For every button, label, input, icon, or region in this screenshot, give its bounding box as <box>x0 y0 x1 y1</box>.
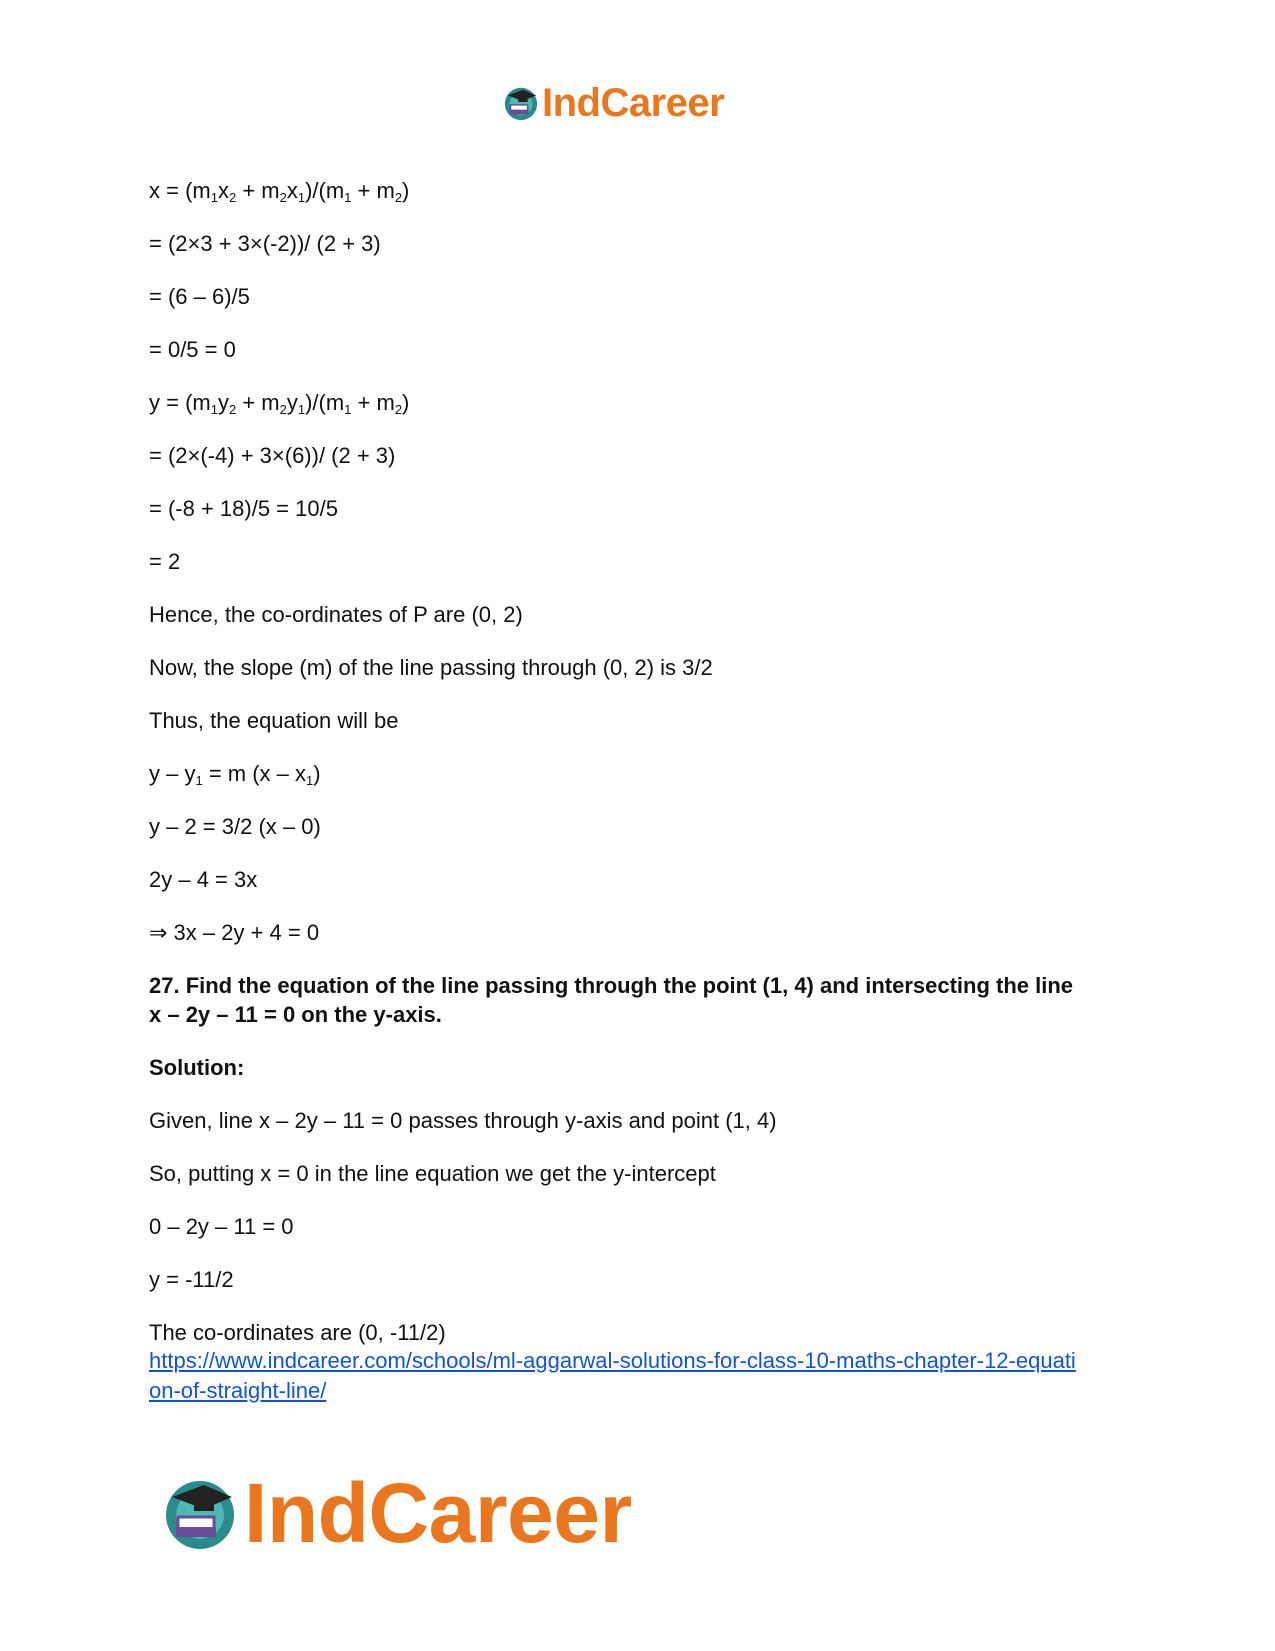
x-formula-text: x = (m <box>149 178 211 203</box>
graduation-globe-icon <box>160 1473 240 1553</box>
x-formula-line: $x = (m_1x_2 + m_2x_1)/(m_1 + m_2)$ <box>149 178 410 205</box>
footer-logo <box>160 1468 632 1558</box>
step-line: Now, the slope (m) of the line passing through (0, 2) is 3/2 <box>149 655 713 680</box>
header-logo-text: IndCareer <box>542 81 725 125</box>
conclusion-line: Hence, the co-ordinates of P are (0, 2) <box>149 602 523 627</box>
final-equation-line: ⇒ 3x – 2y + 4 = 0 <box>149 920 320 945</box>
question-heading: x – 2y – 11 = 0 on the y-axis. <box>149 1002 442 1027</box>
point-slope-part: y – y <box>149 761 196 786</box>
step-line: 0 – 2y – 11 = 0 <box>149 1214 294 1239</box>
source-link-continued[interactable]: on-of-straight-line/ <box>149 1378 327 1403</box>
point-slope-line: $y - y_1 = m$ $(x - x_1)$ <box>149 761 321 788</box>
graduation-globe-icon <box>502 84 540 122</box>
y-formula-rest: /(m <box>312 390 345 415</box>
question-heading: 27. Find the equation of the line passing through the point (1, 4) and intersecting the line <box>149 973 1074 998</box>
point-slope-part: ) <box>313 761 321 786</box>
source-link[interactable]: https://www.indcareer.com/schools/ml-aggarwal-solutions-for-class-10-maths-chapter-12-equati <box>149 1348 1076 1373</box>
step-line: So, putting x = 0 in the line equation we get the y-intercept <box>149 1161 716 1186</box>
conclusion-line: The co-ordinates are (0, -11/2) <box>149 1320 446 1345</box>
step-line: Thus, the equation will be <box>149 708 399 733</box>
step-line: y = -11/2 <box>149 1267 234 1292</box>
step-line: = (-8 + 18)/5 = 10/5 <box>149 496 338 521</box>
step-line: = (6 – 6)/5 <box>149 284 250 309</box>
step-line: = (2×3 + 3×(-2))/ (2 + 3) <box>149 231 381 256</box>
footer-logo-text: IndCareer <box>244 1466 632 1560</box>
step-line: Given, line x – 2y – 11 = 0 passes through y-axis and point (1, 4) <box>149 1108 777 1133</box>
solution-label: Solution: <box>149 1055 245 1080</box>
y-formula-text: y = (m <box>149 390 211 415</box>
step-line: = 0/5 = 0 <box>149 337 236 362</box>
point-slope-part: = m (x – x <box>202 761 306 786</box>
y-formula-line: $y = (m_1y_2 + m_2y_1)/(m_1 + m_2)$ <box>149 390 410 417</box>
step-line: = 2 <box>149 549 181 574</box>
step-line: = (2×(-4) + 3×(6))/ (2 + 3) <box>149 443 396 468</box>
step-line: 2y – 4 = 3x <box>149 867 258 892</box>
x-formula-rest: /(m <box>312 178 345 203</box>
step-line: y – 2 = 3/2 (x – 0) <box>149 814 321 839</box>
header-logo <box>502 78 724 128</box>
